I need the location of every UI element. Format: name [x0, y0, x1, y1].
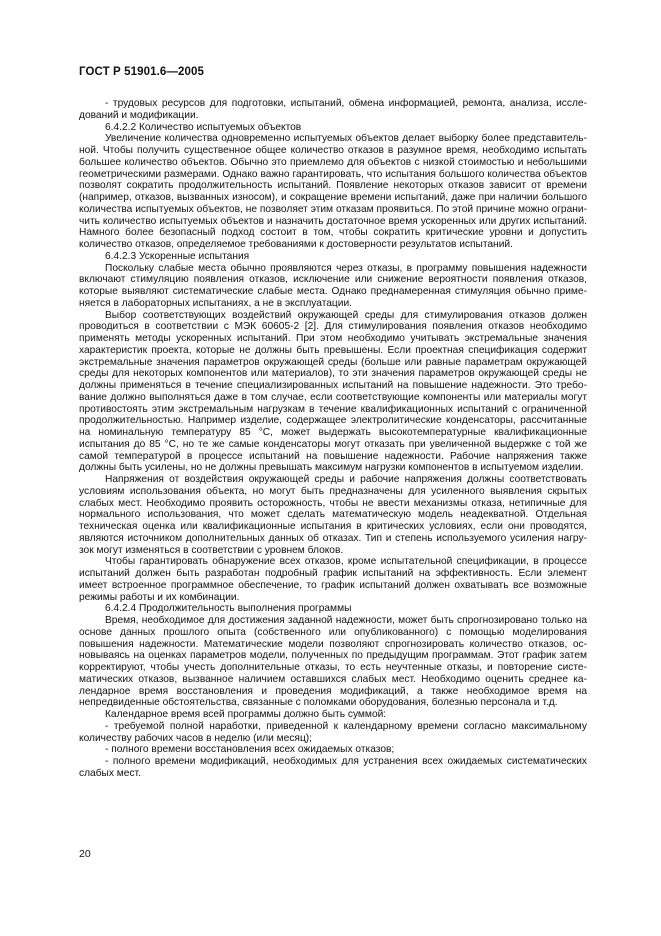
list-item: - полного времени модификаций, необходимых для устранения всех ожидаемых систематических слабых мест. [79, 756, 587, 779]
paragraph: Выбор соответствующих воздействий окружающей среды для стимулирования отказов должен проводиться в соответствии с МЭК 60605-2 [2]. Для стимулирования появления отказов необходимо применять методы ускоренных испытаний. При этом необходимо учитывать экстремальные значения характеристик проекта, которые не должны быть превышены. Если проектная спецификация содержит экстремальные значения параметров окружающей среды (больше или равные параметрам окружающей среды для некоторых компонентов или материалов), то эти значения параметров окружающей среды не должны применяться в течение специализированных испытаний на повышение надежности. Это требование должно выполняться даже в том случае, если соответствующие компоненты или материалы могут противостоять этим экстремальным нагрузкам в течение квалификационных испытаний с ограниченной продолжительностью. Например изделие, содержащее электролитические конденсаторы, рассчитанные на номинальную температуру 85 °С, может выдержать высокотемпературные квалификационные испытания до 85 °С, но те же самые конденсаторы могут отказать при увеличенной выдержке с той же самой температурой в процессе испытаний на повышение надежности. Рабочие напряжения также должны быть усилены, но не должны превышать максимум нагрузки компонентов в испытуемом изделии. [79, 309, 587, 474]
page-number: 20 [79, 848, 91, 860]
page-body [79, 98, 587, 780]
list-item: - требуемой полной наработки, приведенной к календарному времени согласно максимальному количеству рабочих часов в неделю (или месяц); [79, 720, 587, 744]
paragraph: Напряжения от воздействия окружающей среды и рабочие напряжения должны соответствовать условиям использования объекта, но могут быть предназначены для усиленного выявления скрытых слабых мест. Необходимо проявить осторожность, чтобы не ввести механизмы отказа, нетипичные для нормального использования, что может сделать математическую модель неадекватной. Отдельная техническая оценка или квалификационные испытания в критических условиях, если они проводятся, являются источником дополнительных данных об отказах. Тип и степень используемого усиления нагрузок могут изменяться в соответствии с уровнем блоков. [79, 474, 587, 556]
paragraph: Время, необходимое для достижения заданной надежности, может быть спрогнозировано только на основе данных прошлого опыта (собственного или опубликованного) с помощью моделирования повышения надежности. Математические модели позволяют спрогнозировать количество отказов, основываясь на оценках параметров модели, полученных по предыдущим программам. Этот график затем корректируют, чтобы учесть дополнительные отказы, то есть неучтенные отказы, и повторение систематических отказов, вызванное наличием оставшихся слабых мест. Необходимо оценить среднее календарное время восстановления и проведения модификаций, а также необходимое время на непредвиденные обстоятельства, связанные с поломками оборудования, болезнью персонала и т.д. [79, 615, 587, 709]
paragraph: Увеличение количества одновременно испытуемых объектов делает выборку более представительной. Чтобы получить существенное общее количество отказов в разумное время, необходимо испытать большее количество объектов. Обычно это приемлемо для объектов с низкой стоимостью и небольшими геометрическими размерами. Однако важно гарантировать, что испытания большого количества объектов позволят сократить продолжительность испытаний. Появление некоторых отказов зависит от времени (например, отказов, вызванных износом), и сокращение времени испытаний, даже при наличии большого количества испытуемых объектов, не позволяет этим отказам проявиться. По этой причине можно ограничить количество испытуемых объектов и назначить достаточное время ускоренных или других испытаний. Намного более безопасный подход состоит в том, чтобы сократить критические уровни и допустить количество отказов, определяемое требованиями к достоверности результатов испытаний. [79, 133, 587, 250]
paragraph: Чтобы гарантировать обнаружение всех отказов, кроме испытательной спецификации, в процессе испытаний должен быть разработан подробный график испытаний на эффективность. Если элемент имеет встроенное программное обеспечение, то график испытаний должен охватывать все возможные режимы работы и их комбинации. [79, 556, 587, 603]
list-item: - полного времени восстановления всех ожидаемых отказов; [105, 744, 395, 756]
standard-header: ГОСТ Р 51901.6—2005 [79, 66, 204, 78]
paragraph: Календарное время всей программы должно быть суммой: [105, 709, 387, 720]
paragraph: Поскольку слабые места обычно проявляются через отказы, в программу повышения надежности включают стимуляцию появления отказов, исключение или снижение вероятности появления отказов, которые выявляют систематические слабые места. Однако преднамеренная стимуляция обычно применяется в лабораторных испытаниях, а не в эксплуатации. [79, 262, 587, 309]
section-heading: 6.4.2.4 Продолжительность выполнения программы [105, 603, 352, 615]
section-heading: 6.4.2.2 Количество испытуемых объектов [105, 121, 302, 133]
section-heading: 6.4.2.3 Ускоренные испытания [105, 250, 250, 262]
paragraph: - трудовых ресурсов для подготовки, испытаний, обмена информацией, ремонта, анализа, исследований и модификации. [79, 98, 587, 121]
